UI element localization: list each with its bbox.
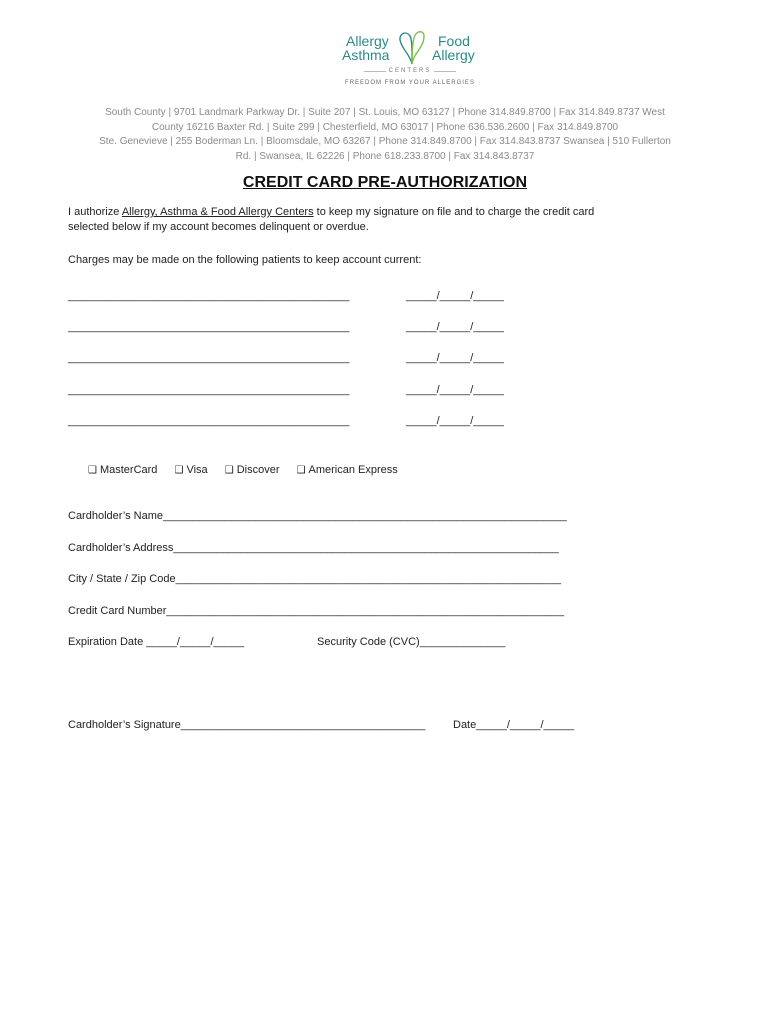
patient-name-field[interactable]: ______________________________________________ [68,321,350,333]
card-type-options [88,464,412,476]
patient-date-field[interactable]: _____/_____/_____ [406,321,504,333]
charges-text: Charges may be made on the following patients to keep account current: [68,254,422,266]
address-line: Rd. | Swansea, IL 62226 | Phone 618.233.8700 | Fax 314.843.8737 [235,150,535,162]
address-line: Ste. Genevieve | 255 Boderman Ln. | Bloomsdale, MO 63267 | Phone 314.849.8700 | Fax 314.843.8737 Swansea | 510 Fullerton [99,136,671,147]
patient-name-field[interactable]: ______________________________________________ [68,352,350,364]
authorization-prefix: I authorize [68,206,122,218]
patient-row [68,321,528,335]
form-title: CREDIT CARD PRE-AUTHORIZATION [242,174,528,191]
logo-centers: CENTERS [388,68,432,74]
patient-date-field[interactable]: _____/_____/_____ [406,384,504,396]
patient-date-field[interactable]: _____/_____/_____ [406,415,504,427]
organization-name: Allergy, Asthma & Food Allergy Centers [121,206,314,218]
patient-date-field[interactable]: _____/_____/_____ [406,352,504,364]
patient-name-field[interactable]: ______________________________________________ [68,415,350,427]
cardholder-address-field[interactable]: Cardholder’s Address_______________________________________________________________ [68,542,559,554]
address-line: County 16216 Baxter Rd. | Suite 299 | Chesterfield, MO 63017 | Phone 636.536.2600 | Fax 314.849.8700 [151,121,619,133]
clinic-addresses [82,106,688,164]
card-option-visa[interactable]: ❑ Visa [174,464,208,476]
signature-date-field[interactable]: Date_____/_____/_____ [453,719,575,731]
patient-row [68,415,528,429]
card-option-discover[interactable]: ❑ Discover [224,464,280,476]
expiration-date-field[interactable]: Expiration Date _____/_____/_____ [68,636,245,648]
signature-field[interactable]: Cardholder’s Signature________________________________________ [68,719,426,731]
patient-row [68,384,528,398]
logo-rule-right [434,71,456,72]
card-option-mastercard[interactable]: ❑ MasterCard [88,464,158,476]
logo-word-asthma: Asthma [342,47,390,63]
butterfly-icon [396,26,428,66]
logo-word-allergy: Allergy [346,33,389,49]
patient-date-field[interactable]: _____/_____/_____ [406,290,504,302]
security-code-field[interactable]: Security Code (CVC)______________ [317,636,506,648]
card-option-american-express[interactable]: ❑ American Express [296,464,398,476]
authorization-statement [68,205,608,235]
radio-circle-icon: ❑ [88,465,97,476]
patient-row [68,290,528,304]
authorization-suffix: to keep my signature on file and to charge the credit card selected below if my account becomes delinquent or overdue. [68,206,595,233]
radio-circle-icon: ❑ [224,465,234,476]
radio-circle-icon: ❑ [174,465,184,476]
city-state-zip-field[interactable]: City / State / Zip Code_______________________________________________________________ [68,573,562,585]
patient-row [68,352,528,366]
logo-word-food: Food [438,33,470,49]
cardholder-name-field[interactable]: Cardholder’s Name__________________________________________________________________ [68,510,567,522]
patient-name-field[interactable]: ______________________________________________ [68,290,350,302]
radio-circle-icon: ❑ [296,465,306,476]
logo-tagline: FREEDOM FROM YOUR ALLERGIES [345,80,475,86]
address-line: South County | 9701 Landmark Parkway Dr. | Suite 207 | St. Louis, MO 63127 | Phone 314.849.8700 | Fax 314.849.8737 West [105,107,665,118]
logo-word-allergy-2: Allergy [432,47,475,63]
patient-name-field[interactable]: ______________________________________________ [68,384,350,396]
credit-card-number-field[interactable]: Credit Card Number_________________________________________________________________ [68,605,565,617]
logo [330,24,490,94]
